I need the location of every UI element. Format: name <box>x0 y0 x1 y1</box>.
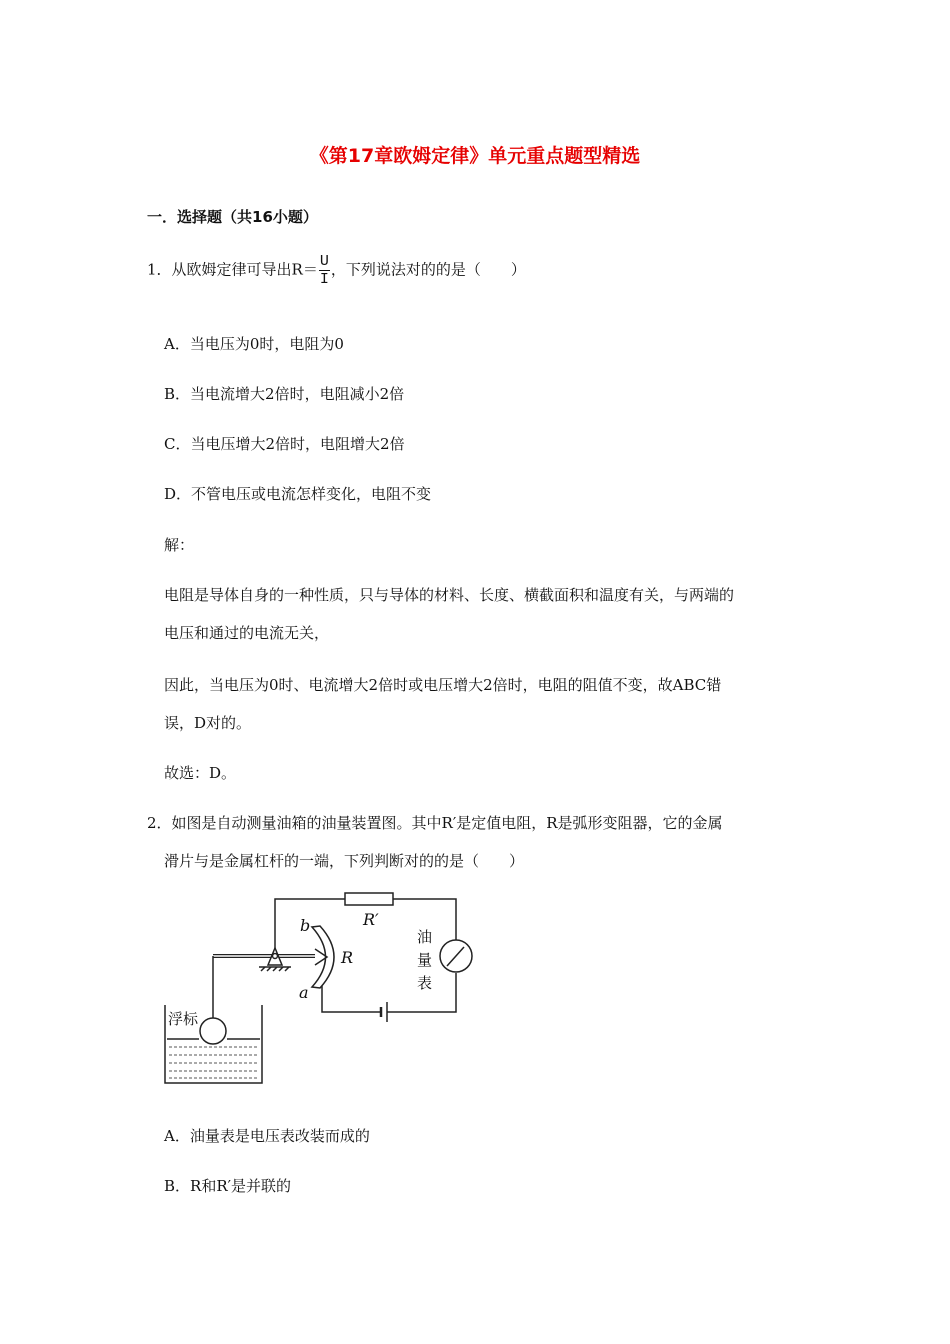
oil-liquid <box>169 1047 259 1078</box>
arc-rheostat <box>312 926 334 988</box>
q1-option-a: A．当电压为0时，电阻为0 <box>164 335 344 353</box>
q1-solution-line: 电阻是导体自身的一种性质，只与导体的材料、长度、横截面积和温度有关，与两端的 <box>164 586 735 604</box>
question-2-stem-line: 滑片与是金属杠杆的一端，下列判断对的的是（ ） <box>164 852 525 870</box>
label-b: b <box>300 916 311 935</box>
q1-solution-line: 电压和通过的电流无关， <box>164 624 330 642</box>
label-r: R <box>341 948 354 967</box>
q1-solution-line: 因此，当电压为0时、电流增大2倍时或电压增大2倍时，电阻的阻值不变，故ABC错 <box>164 676 722 694</box>
label-a: a <box>299 983 309 1002</box>
label-r-prime: R′ <box>363 910 379 929</box>
meter-label-char: 量 <box>417 951 433 969</box>
section-heading: 一．选择题（共16小题） <box>147 208 318 226</box>
q1-option-d: D．不管电压或电流怎样变化，电阻不变 <box>164 485 432 503</box>
oil-gauge-circuit-figure <box>155 885 485 1090</box>
fraction-denominator: I <box>319 271 329 288</box>
q2-option-a: A．油量表是电压表改装而成的 <box>164 1127 370 1145</box>
q1-prefix: 1．从欧姆定律可导出R＝ <box>147 260 318 279</box>
q1-option-c: C．当电压增大2倍时，电阻增大2倍 <box>164 435 405 453</box>
float-ball <box>200 1018 226 1044</box>
float-label: 浮标 <box>168 1010 199 1028</box>
q1-solution-label: 解： <box>164 536 195 554</box>
q1-answer: 故选：D。 <box>164 764 237 782</box>
q1-solution-line: 误，D对的。 <box>164 714 252 732</box>
q1-suffix: ，下列说法对的的是（ ） <box>330 260 526 279</box>
question-2-stem-line: 2．如图是自动测量油箱的油量装置图。其中R′是定值电阻，R是弧形变阻器，它的金属 <box>147 814 723 832</box>
page-title: 《第17章欧姆定律》单元重点题型精选 <box>309 145 641 167</box>
circuit-wire-bottom <box>322 982 381 1012</box>
meter-label-char: 表 <box>417 974 433 992</box>
meter-label-char: 油 <box>417 928 433 946</box>
q1-option-b: B．当电流增大2倍时，电阻减小2倍 <box>164 385 405 403</box>
ohm-fraction <box>319 253 330 288</box>
q2-option-b: B．R和R′是并联的 <box>164 1177 292 1195</box>
fraction-numerator: U <box>319 253 329 270</box>
question-1-stem <box>147 253 526 288</box>
resistor-r-prime <box>345 893 393 905</box>
